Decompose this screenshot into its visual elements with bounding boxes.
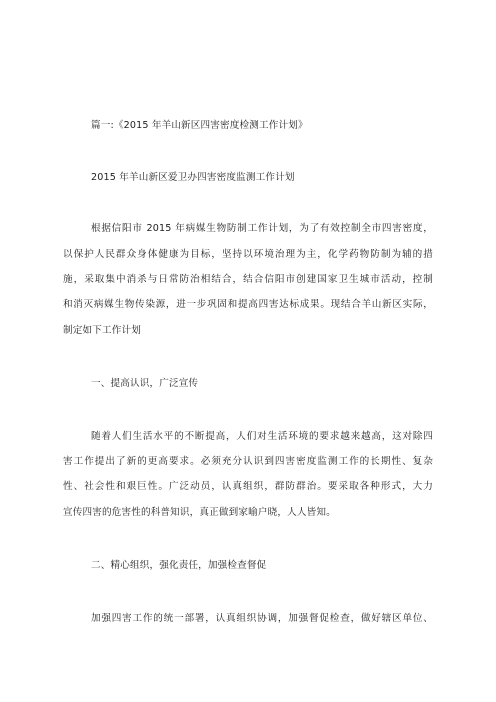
intro-line-1: 根据信阳市 2015 年病媒生物防制工作计划，为了有效控制全市四害密度， [91, 223, 433, 234]
document-heading: 篇一:《2015 年羊山新区四害密度检测工作计划》 [91, 120, 308, 131]
document-subtitle: 2015 年羊山新区爱卫办四害密度监测工作计划 [91, 172, 295, 183]
section1-title: 一、提高认识，广泛宣传 [91, 378, 199, 389]
section1-line-3: 性、社会性和艰巨性。广泛动员，认真组织，群防群治。要采取各种形式，大力 [63, 481, 433, 492]
intro-line-4: 和消灭病媒生物传染源，进一步巩固和提高四害达标成果。现结合羊山新区实际， [63, 299, 433, 310]
section1-line-4: 宣传四害的危害性的科普知识，真正做到家喻户晓，人人皆知。 [63, 507, 336, 518]
section1-line-1: 随着人们生活水平的不断提高，人们对生活环境的要求越来越高，这对除四 [91, 431, 433, 442]
section1-line-2: 害工作提出了新的更高要求。必须充分认识到四害密度监测工作的长期性、复杂 [63, 456, 433, 467]
intro-line-5: 制定如下工作计划 [63, 325, 141, 336]
intro-line-2: 以保护人民群众身体健康为目标，坚持以环境治理为主，化学药物防制为辅的措 [63, 249, 433, 260]
section2-title: 二、精心组织，强化责任，加强检查督促 [91, 560, 267, 571]
intro-line-3: 施，采取集中消杀与日常防治相结合，结合信阳市创建国家卫生城市活动，控制 [63, 274, 433, 285]
section2-line-1: 加强四害工作的统一部署，认真组织协调，加强督促检查，做好辖区单位、 [91, 613, 433, 624]
